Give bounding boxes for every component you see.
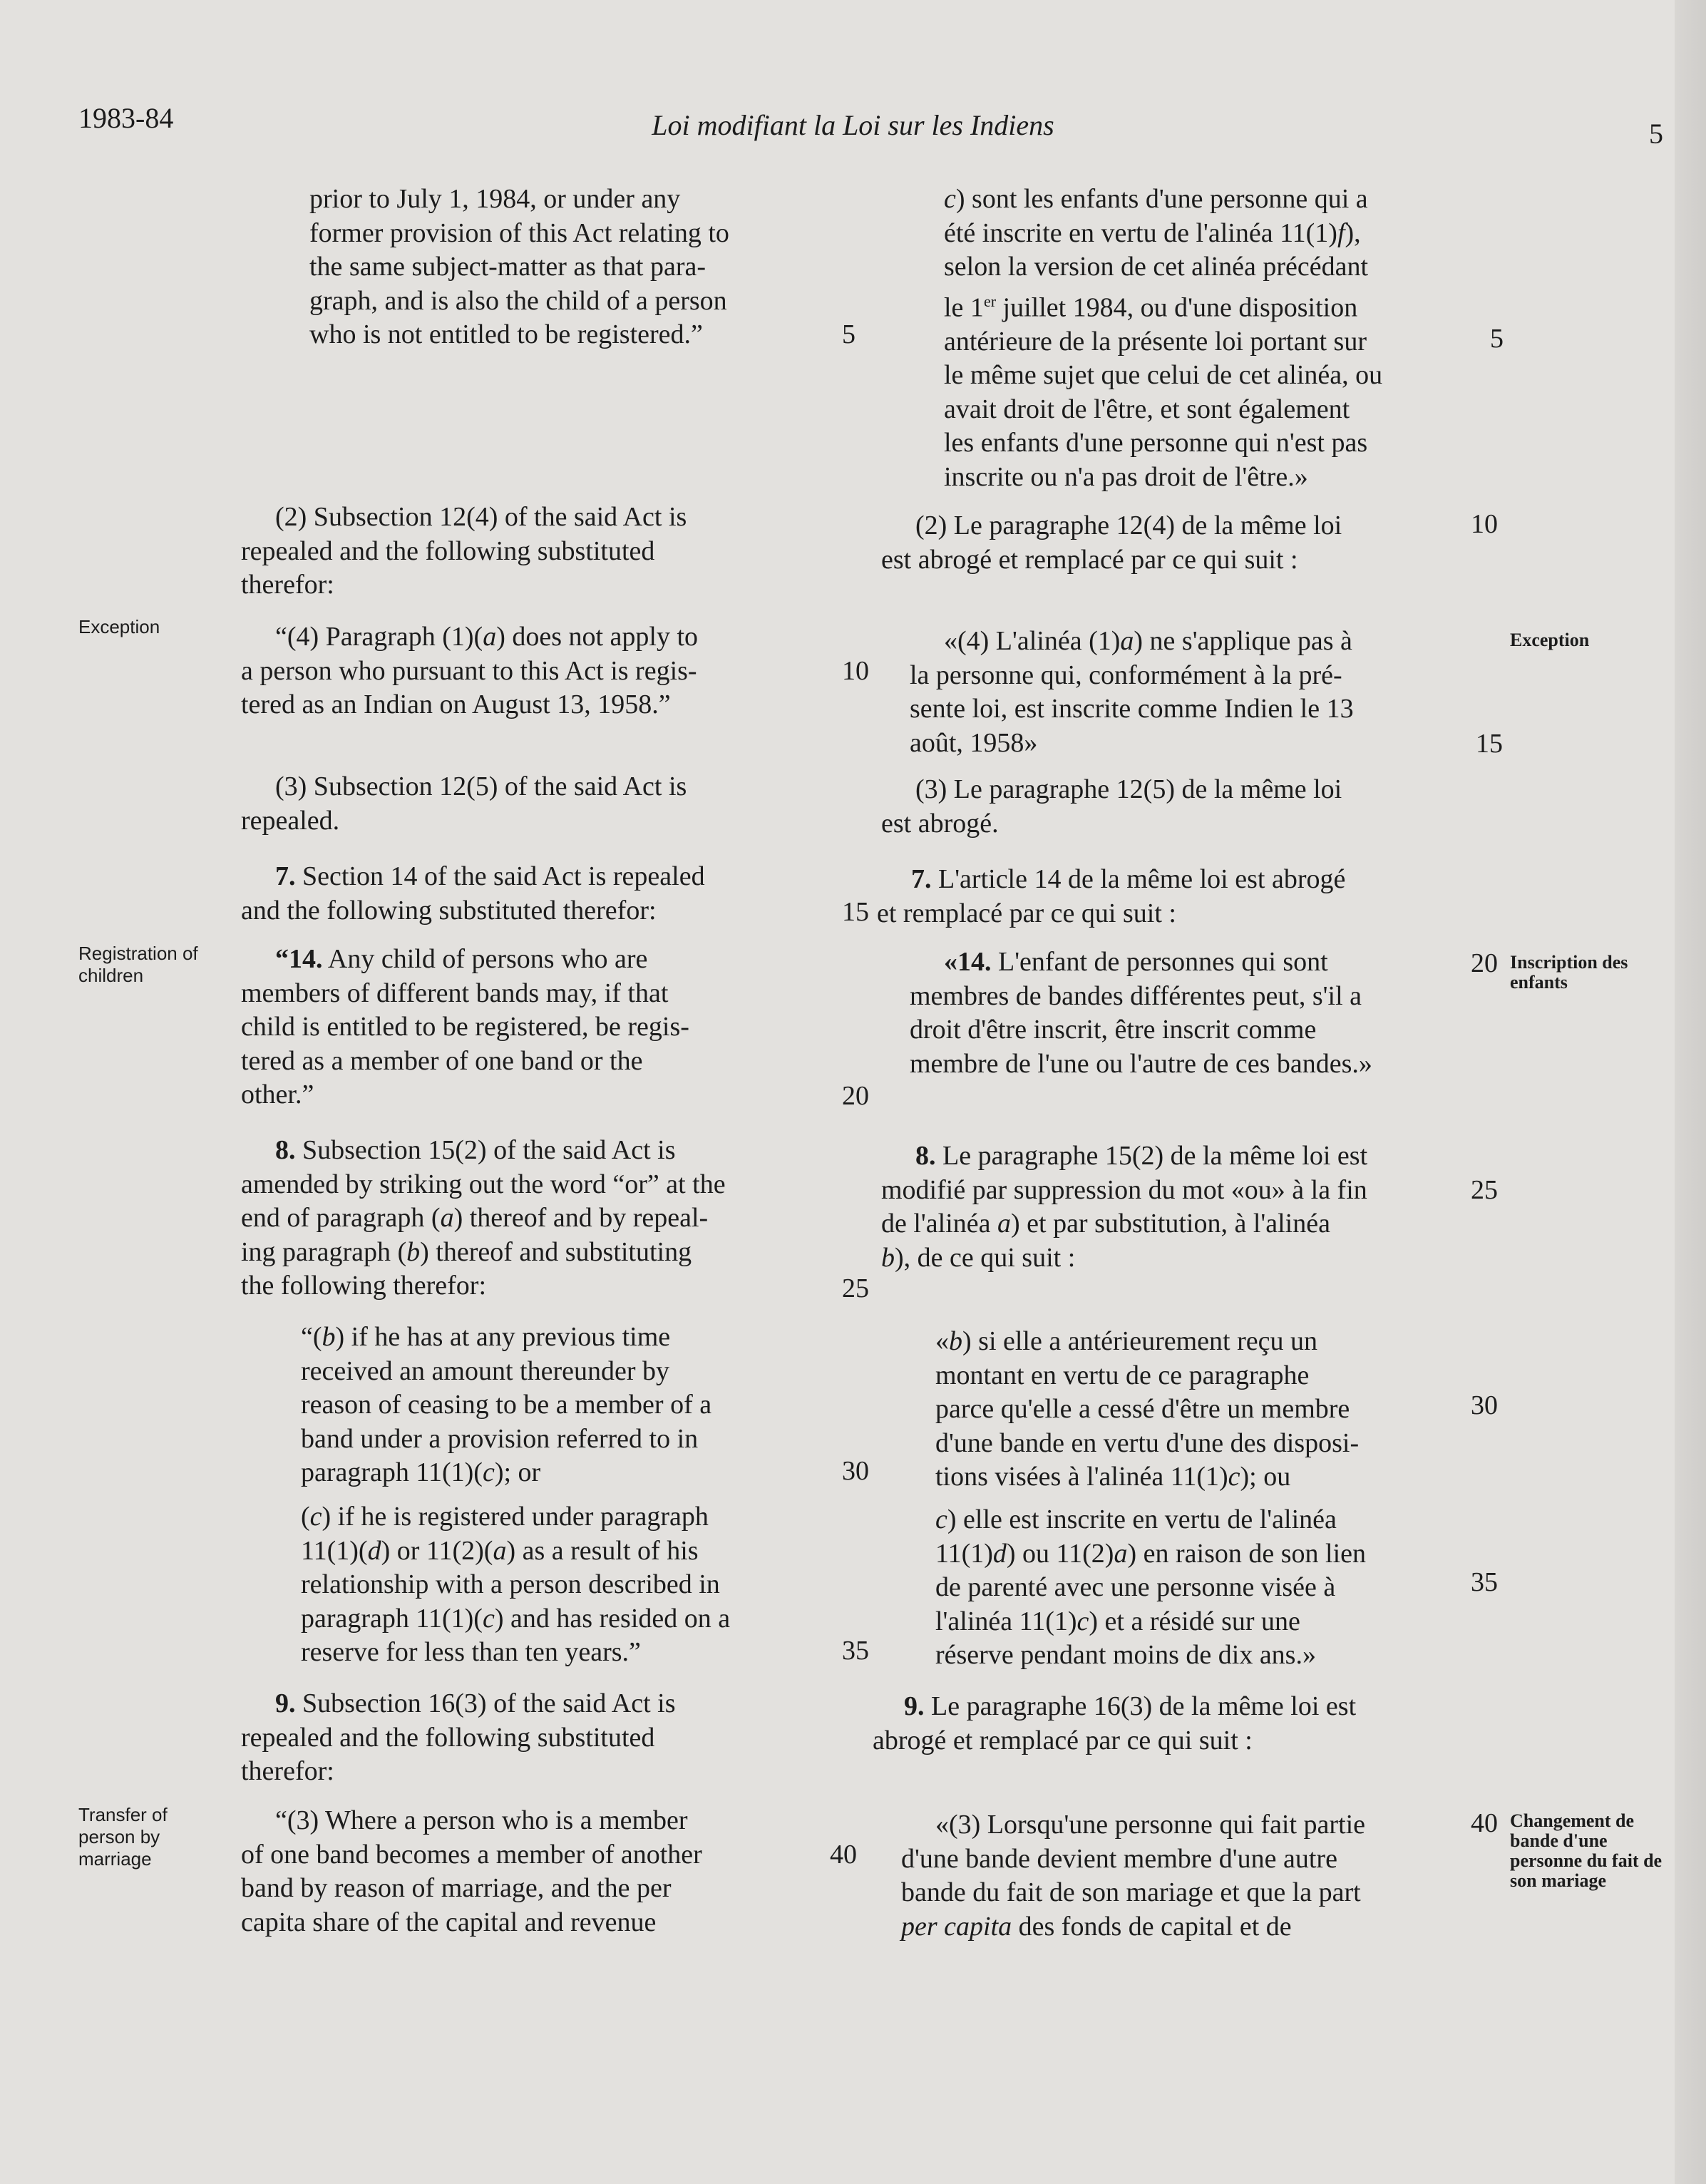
margin-note-transfer-en: Transfer of person by marriage <box>78 1804 168 1870</box>
text-line: (3) Le paragraphe 12(5) de la même loi <box>915 774 1342 804</box>
en-subsection-2 <box>241 501 836 603</box>
text-line: la personne qui, conformément à la pré- <box>910 660 1342 690</box>
en-section-14 <box>241 943 836 1112</box>
margin-note-inscription-fr: Inscription des enfants <box>1510 952 1628 993</box>
en-subsection-4-text <box>241 620 836 722</box>
en-paragraph-c <box>241 1500 836 1670</box>
en-paragraph-b <box>241 1321 836 1490</box>
text-line: 8. Le paragraphe 15(2) de la même loi est <box>915 1141 1368 1171</box>
text-line: the following therefor: <box>241 1271 487 1301</box>
en-section-9 <box>241 1687 836 1789</box>
text-line: bande du fait de son mariage et que la part <box>901 1877 1361 1907</box>
text-line: «(3) Lorsqu'une personne qui fait partie <box>935 1810 1366 1840</box>
line-number-en: 5 <box>842 319 855 349</box>
text-line: membres de bandes différentes peut, s'il a <box>910 980 1362 1011</box>
text-line: est abrogé. <box>881 808 999 839</box>
text-line: et remplacé par ce qui suit : <box>877 898 1176 928</box>
text-line: (c) if he is registered under paragraph <box>301 1502 709 1532</box>
text-line: reason of ceasing to be a member of a <box>301 1390 712 1420</box>
line-number-en: 35 <box>842 1636 869 1666</box>
text-line: tions visées à l'alinéa 11(1)c); ou <box>935 1462 1291 1492</box>
text-line: ing paragraph (b) thereof and substituting <box>241 1236 692 1267</box>
text-line: (2) Subsection 12(4) of the said Act is <box>275 502 687 532</box>
text-line: reserve for less than ten years.” <box>301 1637 641 1667</box>
text-line: d'une bande devient membre d'une autre <box>901 1843 1337 1874</box>
text-line: 7. L'article 14 de la même loi est abrogé <box>911 864 1346 894</box>
line-number-en: 40 <box>830 1840 857 1870</box>
text-line: therefor: <box>241 570 334 600</box>
line-number-fr: 15 <box>1476 729 1503 759</box>
text-line: the same subject-matter as that para- <box>309 252 706 282</box>
fr-section-9 <box>873 1690 1474 1758</box>
text-line: of one band becomes a member of another <box>241 1839 702 1870</box>
text-line: band by reason of marriage, and the per <box>241 1873 672 1903</box>
text-line: 8. Subsection 15(2) of the said Act is <box>275 1135 676 1165</box>
text-line: and the following substituted therefor: <box>241 895 657 926</box>
text-line: le 1er juillet 1984, ou d'une disposition <box>944 292 1358 323</box>
en-section-8 <box>241 1134 836 1303</box>
line-number-en: 10 <box>842 656 869 686</box>
text-line: members of different bands may, if that <box>241 978 669 1008</box>
line-number-en: 20 <box>842 1081 869 1111</box>
text-line: l'alinéa 11(1)c) et a résidé sur une <box>935 1606 1300 1636</box>
text-line: paragraph 11(1)(c) and has resided on a <box>301 1603 731 1634</box>
line-number-fr: 35 <box>1471 1567 1498 1597</box>
text-line: repealed and the following substituted <box>241 1722 655 1753</box>
fr-section-14 <box>873 945 1474 1081</box>
text-line: antérieure de la présente loi portant sur <box>944 326 1367 357</box>
line-number-fr: 5 <box>1490 324 1504 354</box>
text-line: parce qu'elle a cessé d'être un membre <box>935 1394 1350 1424</box>
text-line: août, 1958» <box>910 727 1038 758</box>
text-line: 7. Section 14 of the said Act is repealed <box>275 861 705 891</box>
text-line: est abrogé et remplacé par ce qui suit : <box>881 544 1298 575</box>
text-line: repealed. <box>241 805 340 836</box>
text-line: b), de ce qui suit : <box>881 1242 1076 1273</box>
page-number: 5 <box>1649 118 1663 150</box>
text-line: été inscrite en vertu de l'alinéa 11(1)f), <box>944 217 1361 248</box>
text-line: selon la version de cet alinéa précédant <box>944 252 1369 282</box>
text-line: sente loi, est inscrite comme Indien le 13 <box>910 694 1354 724</box>
text-line: modifié par suppression du mot «ou» à la fin <box>881 1174 1367 1205</box>
fr-subsection-4-text <box>873 625 1474 760</box>
margin-note-changement-fr: Changement de bande d'une personne du fait de son mariage <box>1510 1810 1663 1891</box>
line-number-fr: 25 <box>1471 1175 1498 1205</box>
text-line: relationship with a person described in <box>301 1569 720 1599</box>
fr-section-7 <box>877 863 1471 930</box>
text-line: former provision of this Act relating to <box>309 217 729 248</box>
text-line: who is not entitled to be registered.” <box>309 319 703 349</box>
text-line: amended by striking out the word “or” at the <box>241 1169 726 1199</box>
text-line: réserve pendant moins de dix ans.» <box>935 1640 1316 1670</box>
text-line: 9. Subsection 16(3) of the said Act is <box>275 1688 676 1718</box>
line-number-fr: 30 <box>1471 1390 1498 1420</box>
text-line: tered as a member of one band or the <box>241 1045 643 1076</box>
line-number-fr: 40 <box>1471 1808 1498 1838</box>
text-line: abrogé et remplacé par ce qui suit : <box>873 1725 1253 1755</box>
header-title: Loi modifiant la Loi sur les Indiens <box>652 109 1054 141</box>
text-line: “14. Any child of persons who are <box>275 944 648 974</box>
text-line: 9. Le paragraphe 16(3) de la même loi est <box>904 1691 1357 1721</box>
text-line: inscrite ou n'a pas droit de l'être.» <box>944 461 1308 492</box>
text-line: 11(1)d) ou 11(2)a) en raison de son lien <box>935 1538 1366 1569</box>
text-line: c) sont les enfants d'une personne qui a <box>944 184 1368 214</box>
text-line: paragraph 11(1)(c); or <box>301 1457 541 1487</box>
text-line: “(b) if he has at any previous time <box>301 1322 671 1352</box>
text-line: (3) Subsection 12(5) of the said Act is <box>275 771 687 801</box>
line-number-fr: 20 <box>1471 948 1498 978</box>
fr-subsection-16-3 <box>873 1808 1474 1944</box>
text-line: repealed and the following substituted <box>241 535 655 566</box>
line-number-en: 25 <box>842 1273 869 1303</box>
text-line: “(3) Where a person who is a member <box>275 1805 688 1835</box>
text-line: le même sujet que celui de cet alinéa, ou <box>944 360 1383 391</box>
text-line: received an amount thereunder by <box>301 1355 669 1386</box>
text-line: per capita des fonds de capital et de <box>901 1911 1292 1942</box>
page-edge <box>1675 0 1706 2184</box>
margin-note-exception-fr: Exception <box>1510 630 1590 650</box>
text-line: prior to July 1, 1984, or under any <box>309 184 681 214</box>
text-line: capita share of the capital and revenue <box>241 1907 657 1937</box>
text-line: 11(1)(d) or 11(2)(a) as a result of his <box>301 1535 699 1566</box>
text-line: montant en vertu de ce paragraphe <box>935 1360 1310 1390</box>
line-number-en: 15 <box>842 897 869 927</box>
en-section-7 <box>241 860 836 928</box>
margin-note-exception-en: Exception <box>78 616 160 637</box>
fr-subsection-3 <box>881 773 1471 841</box>
text-line: les enfants d'une personne qui n'est pas <box>944 428 1368 458</box>
text-line: a person who pursuant to this Act is regis- <box>241 655 697 686</box>
fr-paragraph-b <box>873 1325 1474 1495</box>
en-subsection-3 <box>241 770 836 838</box>
text-line: de parenté avec une personne visée à <box>935 1572 1336 1602</box>
text-line: therefor: <box>241 1756 334 1786</box>
fr-paragraph-c <box>873 1503 1474 1673</box>
text-line: other.” <box>241 1080 314 1109</box>
text-line: end of paragraph (a) thereof and by repeal- <box>241 1203 709 1233</box>
line-number-fr: 10 <box>1471 509 1498 539</box>
text-line: de l'alinéa a) et par substitution, à l'alinéa <box>881 1209 1330 1239</box>
text-line: c) elle est inscrite en vertu de l'alinéa <box>935 1504 1337 1534</box>
text-line: droit d'être inscrit, être inscrit comme <box>910 1015 1317 1045</box>
text-line: graph, and is also the child of a person <box>309 285 727 316</box>
text-line: band under a provision referred to in <box>301 1423 699 1454</box>
en-section-end <box>241 183 836 352</box>
text-line: “(4) Paragraph (1)(a) does not apply to <box>275 622 699 652</box>
en-subsection-16-3 <box>241 1804 836 1939</box>
text-line: d'une bande en vertu d'une des disposi- <box>935 1427 1360 1458</box>
line-number-en: 30 <box>842 1456 869 1486</box>
fr-section-end <box>873 183 1474 494</box>
fr-subsection-2 <box>881 509 1471 577</box>
text-line: child is entitled to be registered, be regis- <box>241 1012 689 1042</box>
text-line: (2) Le paragraphe 12(4) de la même loi <box>915 511 1342 540</box>
text-line: «14. L'enfant de personnes qui sont <box>944 947 1328 977</box>
text-line: avait droit de l'être, et sont également <box>944 394 1350 424</box>
text-line: «b) si elle a antérieurement reçu un <box>935 1326 1317 1356</box>
fr-section-8 <box>881 1139 1471 1275</box>
header-year: 1983-84 <box>78 102 174 134</box>
text-line: membre de l'une ou l'autre de ces bandes.» <box>910 1048 1372 1079</box>
text-line: «(4) L'alinéa (1)a) ne s'applique pas à <box>944 626 1352 656</box>
margin-note-registration-en: Registration of children <box>78 943 198 986</box>
text-line: tered as an Indian on August 13, 1958.” <box>241 689 671 719</box>
